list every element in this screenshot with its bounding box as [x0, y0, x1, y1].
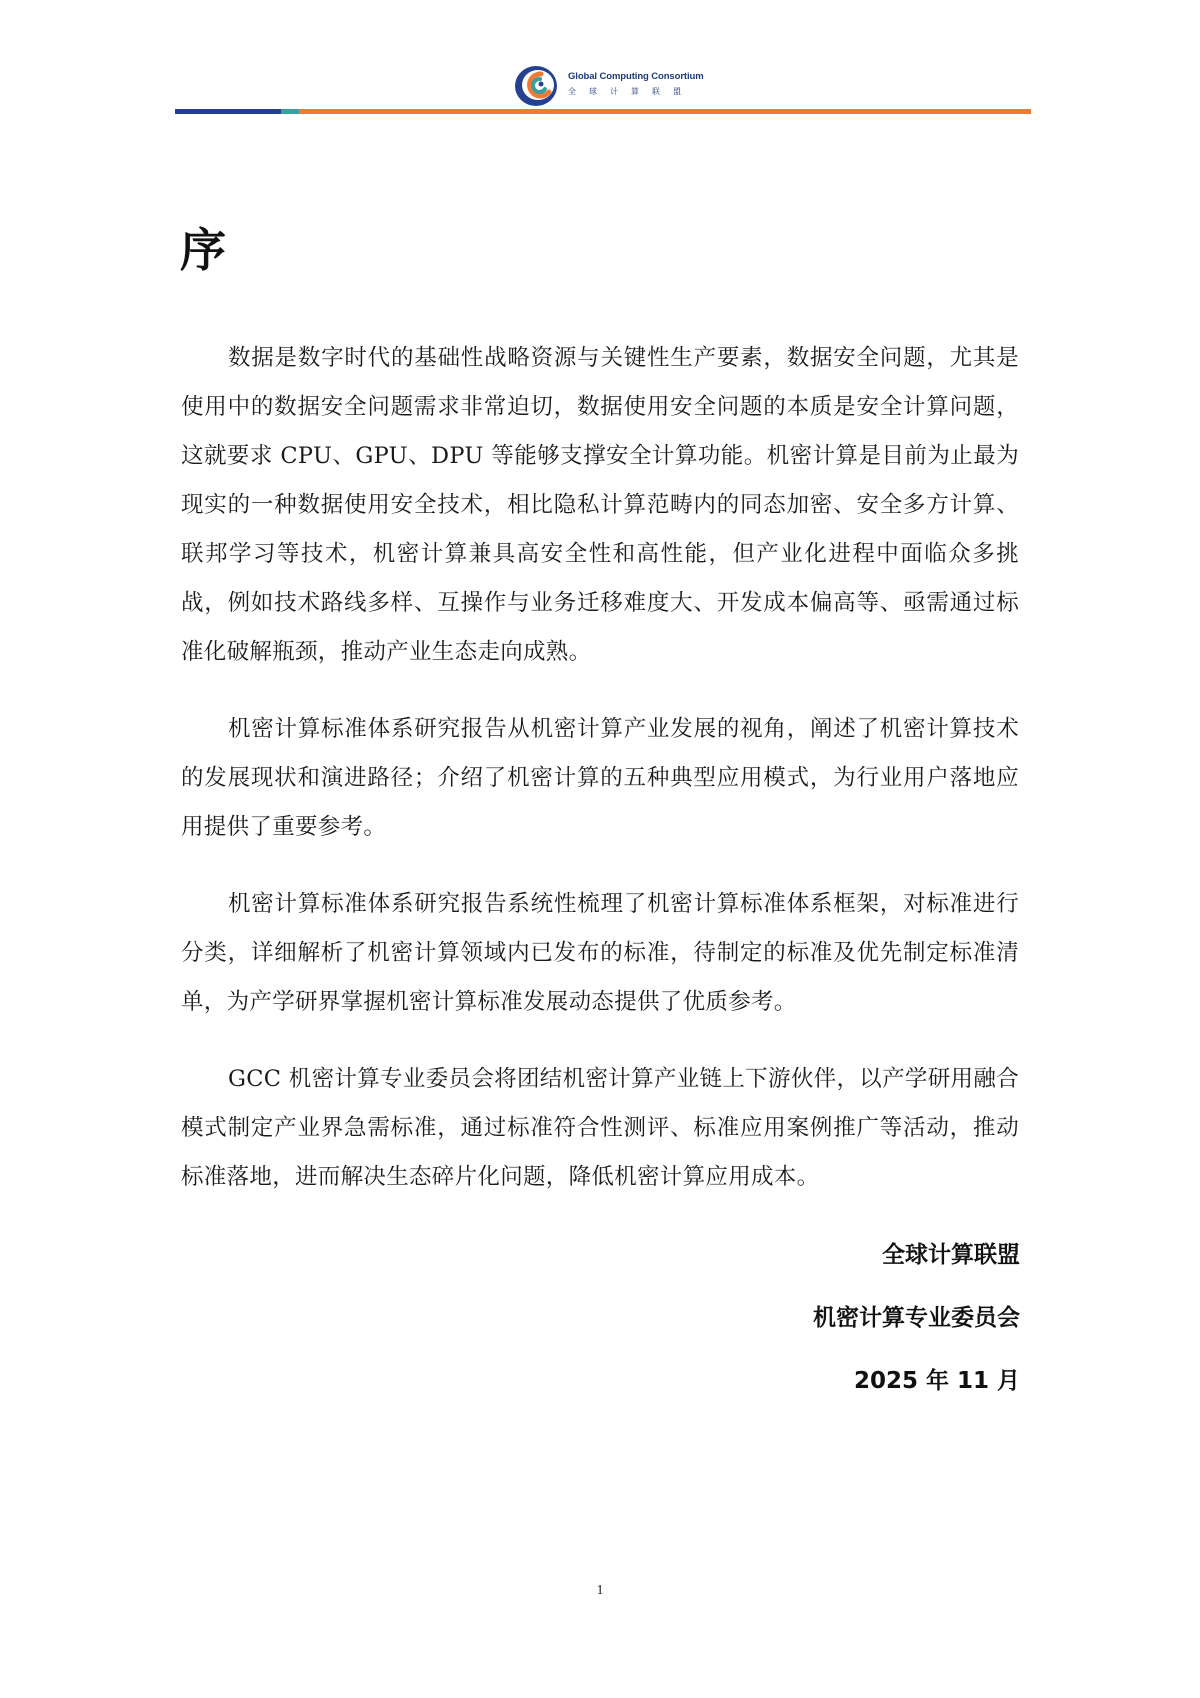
preface-body — [181, 334, 1019, 1230]
page-number: 1 — [596, 1583, 604, 1598]
gcc-logo-icon — [513, 64, 559, 108]
logo-chinese-name: 全球计算联盟 — [568, 87, 694, 96]
divider-blue-segment — [175, 109, 281, 114]
signature-date: 2025 年 11 月 — [853, 1368, 1020, 1394]
divider-teal-segment — [281, 109, 299, 114]
page-title: 序 — [180, 223, 226, 277]
paragraph: 数据是数字时代的基础性战略资源与关键性生产要素，数据安全问题，尤其是使用中的数据安全问题需求非常迫切，数据使用安全问题的本质是安全计算问题，这就要求 CPU、GPU、DPU 等能够支撑安全计算功能。机密计算是目前为止最为现实的一种数据使用安全技术，相比隐私计算范畴内的同态加密、安全多方计算、联邦学习等技术，机密计算兼具高安全性和高性能，但产业化进程中面临众多挑战，例如技术路线多样、互操作与业务迁移难度大、开发成本偏高等、亟需通过标准化破解瓶颈，推动产业生态走向成熟。 — [181, 345, 1019, 665]
paragraph: 机密计算标准体系研究报告从机密计算产业发展的视角，阐述了机密计算技术的发展现状和演进路径；介绍了机密计算的五种典型应用模式，为行业用户落地应用提供了重要参考。 — [181, 716, 1019, 840]
signature-organization: 全球计算联盟 — [882, 1242, 1020, 1268]
logo-text — [568, 71, 718, 97]
header-logo — [513, 64, 703, 108]
header-divider — [175, 109, 1031, 114]
divider-orange-segment — [299, 109, 1031, 114]
paragraph: 机密计算标准体系研究报告系统性梳理了机密计算标准体系框架，对标准进行分类，详细解析了机密计算领域内已发布的标准，待制定的标准及优先制定标准清单，为产学研界掌握机密计算标准发展动态提供了优质参考。 — [181, 891, 1019, 1015]
signature-committee: 机密计算专业委员会 — [813, 1305, 1020, 1331]
paragraph: GCC 机密计算专业委员会将团结机密计算产业链上下游伙伴，以产学研用融合模式制定产业界急需标准，通过标准符合性测评、标准应用案例推广等活动，推动标准落地，进而解决生态碎片化问题，降低机密计算应用成本。 — [181, 1066, 1019, 1190]
signature-block — [813, 1224, 1020, 1413]
logo-english-name: Global Computing Consortium — [568, 71, 704, 82]
